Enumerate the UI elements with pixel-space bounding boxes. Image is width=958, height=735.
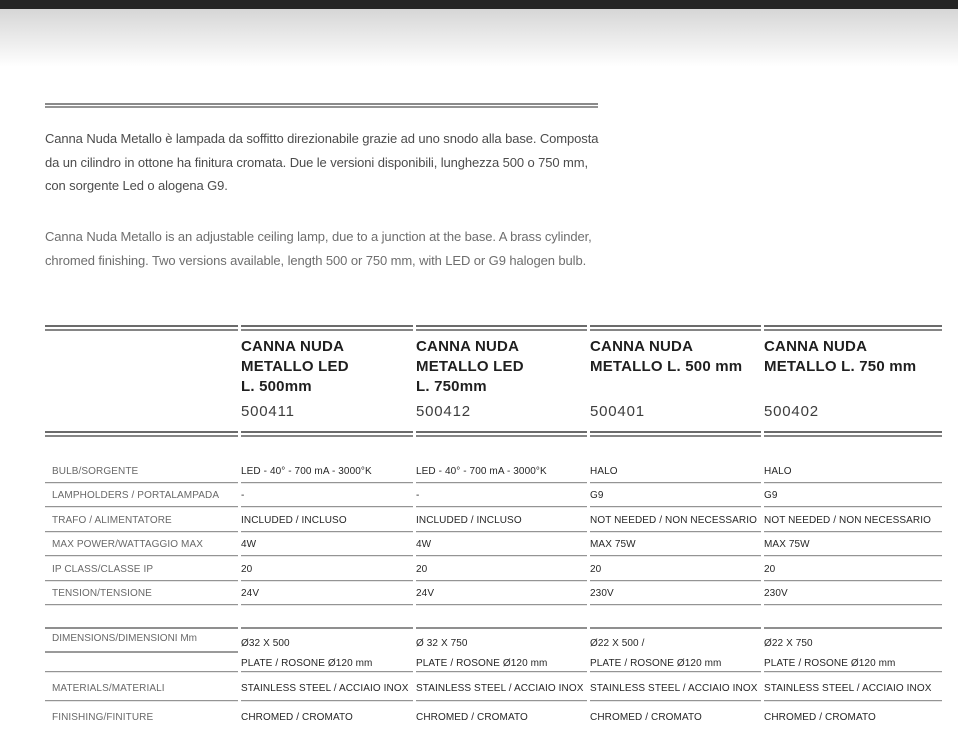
spec-cell	[590, 483, 761, 508]
intro-italian-line: Canna Nuda Metallo è lampada da soffitto direzionabile grazie ad uno snodo alla base. Composta	[45, 131, 599, 146]
spec-value: HALO	[590, 465, 618, 477]
section-gap	[45, 605, 238, 627]
spec-value: CHROMED / CROMATO	[241, 712, 353, 724]
spec-cell	[590, 437, 761, 483]
product-title	[241, 331, 413, 403]
spec-value: -	[416, 490, 420, 502]
materials-cell	[764, 672, 942, 701]
finishing-row-label	[45, 701, 238, 735]
product-code-value: 500411	[241, 402, 295, 420]
spec-cell	[416, 556, 587, 581]
spec-value: MAX 75W	[590, 539, 636, 551]
finishing-cell	[416, 701, 587, 735]
spec-cell	[764, 483, 942, 508]
intro-italian-line: con sorgente Led o alogena G9.	[45, 178, 228, 194]
intro-italian	[45, 127, 943, 198]
product-title-line: CANNA NUDA	[590, 337, 694, 355]
product-title-line: L. 500mm	[241, 377, 312, 395]
spec-value: -	[241, 490, 245, 502]
spec-cell	[764, 532, 942, 557]
spec-row-label	[45, 507, 238, 532]
spec-label: FINISHING/FINITURE	[52, 712, 154, 724]
spec-value: 230V	[764, 588, 788, 600]
section-gap	[416, 605, 587, 627]
datasheet-page	[45, 0, 943, 735]
spec-value: CHROMED / CROMATO	[590, 712, 702, 724]
dimension-plate: PLATE / ROSONE Ø120 mm	[241, 658, 373, 670]
spec-row-label	[45, 483, 238, 508]
finishing-cell	[764, 701, 942, 735]
spec-label: IP CLASS/CLASSE IP	[52, 563, 154, 575]
product-spec-table	[45, 325, 943, 735]
dimension-size: Ø 32 X 750	[416, 638, 468, 650]
spec-cell	[241, 437, 413, 483]
dimension-plate: PLATE / ROSONE Ø120 mm	[416, 658, 548, 670]
spec-cell	[590, 532, 761, 557]
spec-row-label	[45, 532, 238, 557]
spec-label: BULB/SORGENTE	[52, 465, 139, 477]
product-title-line: CANNA NUDA	[416, 337, 520, 355]
intro-english	[45, 225, 943, 272]
header-empty-cell	[45, 331, 238, 403]
spec-cell	[241, 507, 413, 532]
spec-value: NOT NEEDED / NON NECESSARIO	[590, 514, 757, 526]
spec-value: 20	[416, 563, 428, 575]
dimension-size: Ø22 X 750	[764, 638, 813, 650]
spec-value: CHROMED / CROMATO	[764, 712, 876, 724]
spec-value: 4W	[241, 539, 257, 551]
spec-cell	[416, 581, 587, 606]
spec-value: STAINLESS STEEL / ACCIAIO INOX	[241, 683, 409, 695]
product-title	[764, 331, 942, 403]
spec-value: LED - 40° - 700 mA - 3000°K	[241, 465, 372, 477]
finishing-cell	[590, 701, 761, 735]
spec-value: STAINLESS STEEL / ACCIAIO INOX	[416, 683, 584, 695]
spec-value: HALO	[764, 465, 792, 477]
spec-value: 20	[590, 563, 602, 575]
spec-cell	[764, 581, 942, 606]
section-gap	[590, 605, 761, 627]
spec-value: CHROMED / CROMATO	[416, 712, 528, 724]
spec-value: INCLUDED / INCLUSO	[241, 514, 347, 526]
product-title-line: METALLO LED	[416, 357, 524, 375]
product-title-line: METALLO LED	[241, 357, 349, 375]
spec-value: NOT NEEDED / NON NECESSARIO	[764, 514, 931, 526]
intro-english-line: Canna Nuda Metallo is an adjustable ceiling lamp, due to a junction at the base. A brass cylinder,	[45, 229, 592, 245]
header-empty-cell	[45, 403, 238, 431]
dimension-plate: PLATE / ROSONE Ø120 mm	[590, 658, 722, 670]
materials-cell	[416, 672, 587, 701]
product-code	[764, 403, 942, 431]
spec-value: G9	[590, 490, 604, 502]
product-code-value: 500412	[416, 402, 471, 420]
spec-cell	[590, 581, 761, 606]
spec-label: MAX POWER/WATTAGGIO MAX	[52, 539, 204, 551]
spec-cell	[241, 556, 413, 581]
product-code-value: 500401	[590, 402, 645, 420]
spec-value: STAINLESS STEEL / ACCIAIO INOX	[590, 683, 758, 695]
spec-cell	[241, 532, 413, 557]
dimensions-row-label	[45, 627, 238, 672]
product-title-line: CANNA NUDA	[764, 337, 868, 355]
materials-cell	[590, 672, 761, 701]
dimension-size: Ø22 X 500 /	[590, 638, 645, 650]
spec-row-label	[45, 581, 238, 606]
spec-label: LAMPHOLDERS / PORTALAMPADA	[52, 490, 220, 502]
product-title	[590, 331, 761, 403]
spec-cell	[416, 507, 587, 532]
intro-english-line: chromed finishing. Two versions available, length 500 or 750 mm, with LED or G9 halogen bulb.	[45, 252, 587, 268]
spec-cell	[241, 483, 413, 508]
spec-label: MATERIALS/MATERIALI	[52, 683, 165, 695]
spec-value: INCLUDED / INCLUSO	[416, 514, 522, 526]
spec-value: MAX 75W	[764, 539, 810, 551]
spec-cell	[241, 581, 413, 606]
product-title	[416, 331, 587, 403]
spec-value: 20	[241, 563, 253, 575]
intro-divider	[45, 103, 598, 108]
finishing-cell	[241, 701, 413, 735]
dimensions-cell	[416, 627, 587, 672]
dimensions-cell	[764, 627, 942, 672]
spec-cell	[764, 437, 942, 483]
product-title-line: METALLO L. 500 mm	[590, 357, 743, 375]
spec-value: 24V	[416, 588, 435, 600]
product-code	[416, 403, 587, 431]
dimensions-cell	[241, 627, 413, 672]
spec-value: 230V	[590, 588, 614, 600]
section-gap	[764, 605, 942, 627]
spec-row-label	[45, 556, 238, 581]
product-title-line: CANNA NUDA	[241, 337, 345, 355]
product-title-line: L. 750mm	[416, 377, 487, 395]
dimensions-cell	[590, 627, 761, 672]
spec-value: 20	[764, 563, 776, 575]
intro-italian-line: da un cilindro in ottone ha finitura cromata. Due le versioni disponibili, lunghezza 500 o 750 mm,	[45, 154, 589, 170]
spec-cell	[416, 437, 587, 483]
spec-cell	[764, 556, 942, 581]
product-title-line: METALLO L. 750 mm	[764, 357, 917, 375]
spec-value: 24V	[241, 588, 260, 600]
spec-cell	[764, 507, 942, 532]
spec-value: STAINLESS STEEL / ACCIAIO INOX	[764, 683, 932, 695]
spec-label: DIMENSIONS/DIMENSIONI Mm	[45, 629, 238, 653]
product-code	[241, 403, 413, 431]
spec-cell	[416, 532, 587, 557]
materials-cell	[241, 672, 413, 701]
spec-cell	[590, 507, 761, 532]
spec-value: LED - 40° - 700 mA - 3000°K	[416, 465, 547, 477]
spec-row-label	[45, 437, 238, 483]
dimension-size: Ø32 X 500	[241, 638, 290, 650]
materials-row-label	[45, 672, 238, 701]
spec-cell	[416, 483, 587, 508]
spec-value: 4W	[416, 539, 432, 551]
product-code	[590, 403, 761, 431]
spec-value: G9	[764, 490, 778, 502]
spec-label: TENSION/TENSIONE	[52, 588, 152, 600]
spec-cell	[590, 556, 761, 581]
spec-label: TRAFO / ALIMENTATORE	[52, 514, 172, 526]
product-code-value: 500402	[764, 402, 819, 420]
section-gap	[241, 605, 413, 627]
dimension-plate: PLATE / ROSONE Ø120 mm	[764, 658, 896, 670]
